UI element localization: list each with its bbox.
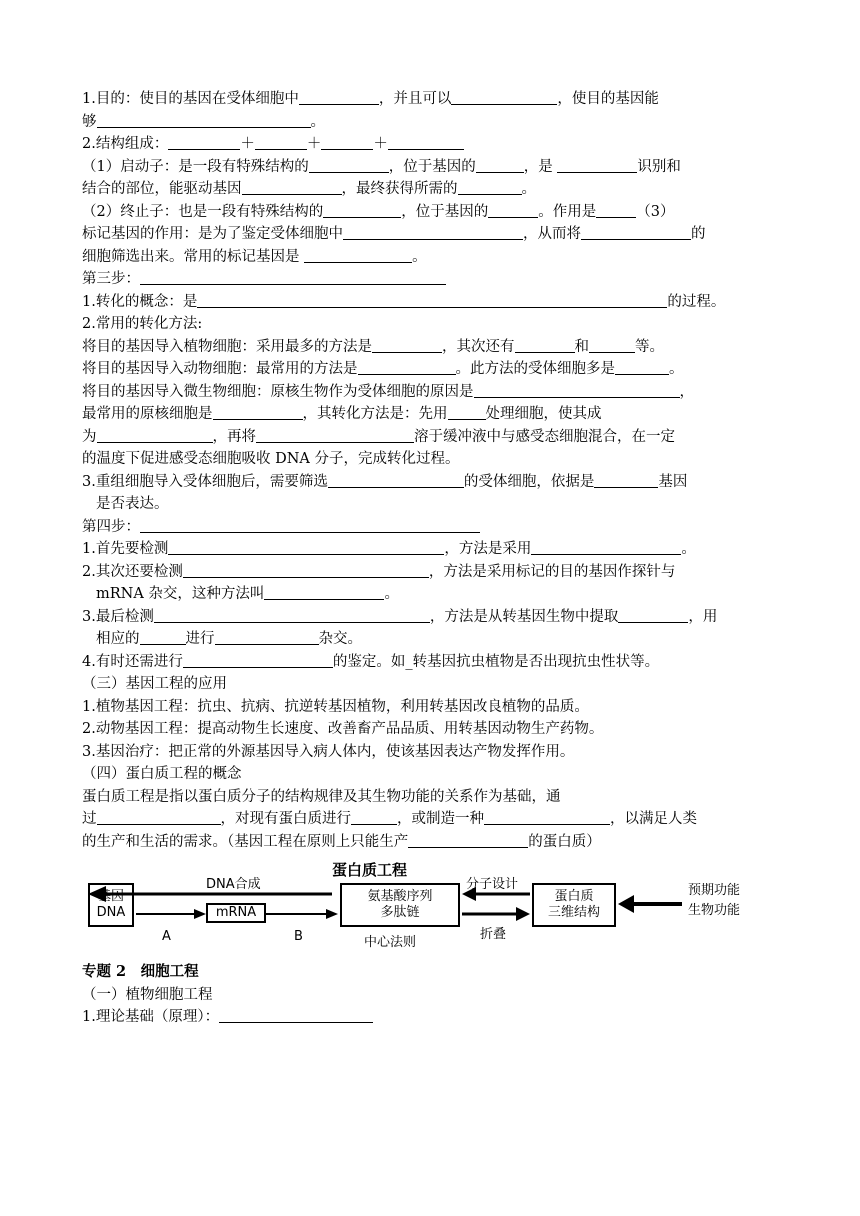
text-line <box>82 741 782 764</box>
box-label: DNA <box>96 905 126 920</box>
text: 3.最后检测 <box>82 608 154 625</box>
text: 3.基因治疗：把正常的外源基因导入病人体内，使该基因表达产物发挥作用。 <box>82 743 575 760</box>
text-line <box>82 516 782 539</box>
section-heading: 第三步： <box>82 271 140 287</box>
section-heading: 第四步： <box>82 518 140 535</box>
text: 1.首先要检测 <box>82 541 169 557</box>
fill-blank[interactable] <box>140 517 480 533</box>
text: 和 <box>574 338 589 355</box>
fill-blank[interactable] <box>484 809 610 825</box>
dna-synthesis-label: DNA合成 <box>206 877 261 892</box>
text: 细胞筛选出来。常用的标记基因是 <box>82 248 305 265</box>
text-line <box>82 268 782 291</box>
text: 溶于缓冲液中与感受态细胞混合，在一定 <box>414 428 675 445</box>
text: ，方法是采用 <box>444 541 532 557</box>
text: 是否表达。 <box>96 496 169 512</box>
fill-blank[interactable] <box>323 202 401 218</box>
label-line: 生物功能 <box>688 903 741 918</box>
fill-blank[interactable] <box>618 607 688 623</box>
text: ，其转化方法是：先用 <box>302 406 448 422</box>
text-line <box>82 403 782 426</box>
text: ，其次还有 <box>442 338 515 355</box>
text-line <box>82 763 782 786</box>
fill-blank[interactable] <box>474 382 680 398</box>
fill-blank[interactable] <box>215 629 319 645</box>
protein-structure-box <box>532 883 616 927</box>
section-heading: （四）蛋白质工程的概念 <box>82 766 242 782</box>
text: ，方法是采用标记的目的基因作探针与 <box>428 563 676 580</box>
text: 4.有时还需进行 <box>82 653 183 670</box>
fill-blank[interactable] <box>154 607 430 623</box>
text: 标记基因的作用：是为了鉴定受体细胞中 <box>82 226 343 242</box>
fill-blank[interactable] <box>615 359 669 375</box>
fill-blank[interactable] <box>358 359 456 375</box>
plus-sign: ＋ <box>240 136 255 152</box>
text-line <box>82 88 782 111</box>
text: ，用 <box>688 608 718 625</box>
fill-blank[interactable] <box>451 89 557 105</box>
text-line <box>82 381 782 404</box>
text: 。 <box>310 113 325 130</box>
text: 杂交。 <box>318 631 362 647</box>
text: 将目的基因导入微生物细胞：原核生物作为受体细胞的原因是 <box>82 383 474 400</box>
fill-blank[interactable] <box>97 809 221 825</box>
step-a-label: A <box>162 929 171 944</box>
fill-blank[interactable] <box>168 134 240 150</box>
text: 。此方法的受体细胞多是 <box>455 361 615 377</box>
text-line <box>82 133 782 156</box>
text: ，再将 <box>212 428 256 445</box>
text: ，是 <box>523 158 558 175</box>
text-line <box>82 1006 782 1029</box>
fill-blank[interactable] <box>557 157 637 173</box>
text-line <box>82 426 782 449</box>
fill-blank[interactable] <box>328 472 464 488</box>
text: ，并且可以 <box>378 91 452 107</box>
label-line: 预期功能 <box>688 883 741 898</box>
fill-blank[interactable] <box>264 584 384 600</box>
fill-blank[interactable] <box>388 134 464 150</box>
fill-blank[interactable] <box>476 157 524 173</box>
text-line <box>82 471 782 494</box>
fill-blank[interactable] <box>581 224 691 240</box>
text: 1.植物基因工程：抗虫、抗病、抗逆转基因植物，利用转基因改良植物的品质。 <box>82 698 589 715</box>
text: 的 <box>691 226 706 242</box>
text: 进行 <box>185 631 215 647</box>
text-line <box>82 493 782 516</box>
text: 。 <box>669 361 684 377</box>
text-line <box>82 178 782 201</box>
text: 1.理论基础（原理）： <box>82 1009 220 1025</box>
box-label: 三维结构 <box>547 905 600 920</box>
section-heading: （三）基因工程的应用 <box>82 676 227 692</box>
molecular-design-label: 分子设计 <box>466 877 519 892</box>
text: （3） <box>636 203 675 220</box>
text: 将目的基因导入植物细胞：采用最多的方法是 <box>82 338 372 355</box>
fill-blank[interactable] <box>256 427 414 443</box>
plus-sign: ＋ <box>373 136 388 152</box>
text: 处理细胞，使其成 <box>485 406 602 422</box>
fill-blank[interactable] <box>408 832 528 848</box>
fill-blank[interactable] <box>448 404 486 420</box>
fill-blank[interactable] <box>372 337 442 353</box>
section-heading: （一）植物细胞工程 <box>82 986 213 1003</box>
text-line <box>82 156 782 179</box>
text-line <box>82 628 782 651</box>
box-label: 基因 <box>97 889 124 904</box>
text: 的温度下促进感受态细胞吸收 DNA 分子，完成转化过程。 <box>82 451 460 467</box>
fill-blank[interactable] <box>97 112 311 128</box>
text: （1）启动子：是一段有特殊结构的 <box>82 158 309 175</box>
fill-blank[interactable] <box>488 202 538 218</box>
text: ，对现有蛋白质进行 <box>220 811 351 827</box>
text-line <box>82 291 782 314</box>
text: 为 <box>82 428 97 445</box>
step-b-label: B <box>294 929 303 944</box>
text: 相应的 <box>96 631 140 647</box>
text-line <box>82 786 782 809</box>
text-line <box>82 358 782 381</box>
text: 1.转化的概念：是 <box>82 293 198 310</box>
box-label: 氨基酸序列 <box>367 889 433 904</box>
text: ，使目的基因能 <box>557 91 659 107</box>
text-line <box>82 246 782 269</box>
text: 过 <box>82 811 97 827</box>
text: ，位于基因的 <box>401 203 489 220</box>
text: 识别和 <box>637 158 681 175</box>
text: ，最终获得所需的 <box>341 181 458 197</box>
text: 蛋白质工程是指以蛋白质分子的结构规律及其生物功能的关系作为基础，通 <box>82 788 561 805</box>
text-line <box>82 223 782 246</box>
text-line <box>82 673 782 696</box>
text: 结合的部位，能驱动基因 <box>82 181 242 197</box>
fill-blank[interactable] <box>321 134 373 150</box>
text-line <box>82 808 782 831</box>
text: 的蛋白质） <box>528 833 601 850</box>
fill-blank[interactable] <box>458 179 522 195</box>
fill-blank[interactable] <box>183 562 429 578</box>
diagram-title: 蛋白质工程 <box>332 861 408 879</box>
text-line <box>82 831 782 854</box>
worksheet-page <box>82 88 782 1029</box>
text: 的受体细胞，依据是 <box>463 473 595 490</box>
text: ，或制造一种 <box>397 811 484 827</box>
text: 2.其次还要检测 <box>82 563 183 580</box>
text: 2.常用的转化方法: <box>82 316 203 332</box>
text-line <box>82 538 782 561</box>
fill-blank[interactable] <box>97 427 213 443</box>
text: 2.结构组成： <box>82 136 169 152</box>
text-line <box>82 696 782 719</box>
box-label: 多肽链 <box>380 905 420 920</box>
plus-sign: ＋ <box>306 136 322 152</box>
text-line <box>82 111 782 134</box>
chapter-heading: 专题 2 细胞工程 <box>82 963 199 980</box>
fill-blank[interactable] <box>309 157 389 173</box>
text-line <box>82 583 782 606</box>
gene-dna-box <box>88 883 134 927</box>
text-line <box>82 561 782 584</box>
text: ，方法是从转基因生物中提取 <box>429 608 619 625</box>
text: 的过程。 <box>667 293 726 310</box>
fill-blank[interactable] <box>531 539 681 555</box>
fill-blank[interactable] <box>351 809 397 825</box>
text-line <box>82 606 782 629</box>
fill-blank[interactable] <box>197 292 667 308</box>
fill-blank[interactable] <box>343 224 523 240</box>
text-line <box>82 201 782 224</box>
amino-acid-box <box>340 883 460 927</box>
box-label: 蛋白质 <box>554 889 594 904</box>
protein-engineering-diagram <box>82 859 782 991</box>
text: 的生产和生活的需求。（基因工程在原则上只能生产 <box>82 833 409 850</box>
text: 。 <box>681 541 696 557</box>
fill-blank[interactable] <box>183 652 333 668</box>
text: 。 <box>384 586 399 602</box>
text: 等。 <box>635 338 664 355</box>
fill-blank[interactable] <box>589 337 635 353</box>
expected-function-label <box>688 881 740 921</box>
text-line <box>82 651 782 674</box>
text: mRNA 杂交，这种方法叫 <box>96 586 265 602</box>
text: 的鉴定。如_转基因抗虫植物是否出现抗虫性状等。 <box>332 653 660 670</box>
text: ， <box>679 383 694 400</box>
mrna-box <box>206 903 266 923</box>
fill-blank[interactable] <box>213 404 303 420</box>
fill-blank[interactable] <box>299 89 379 105</box>
folding-label: 折叠 <box>480 927 507 942</box>
fill-blank[interactable] <box>304 247 412 263</box>
text: 最常用的原核细胞是 <box>82 406 213 422</box>
text: 1.目的：使目的基因在受体细胞中 <box>82 91 299 107</box>
text: 。 <box>521 181 536 197</box>
text: 将目的基因导入动物细胞：最常用的方法是 <box>82 361 358 377</box>
fill-blank[interactable] <box>168 539 444 555</box>
fill-blank[interactable] <box>242 179 342 195</box>
text-line <box>82 448 782 471</box>
box-label: mRNA <box>215 905 257 920</box>
text: ，从而将 <box>523 226 581 242</box>
fill-blank[interactable] <box>594 472 658 488</box>
fill-blank[interactable] <box>219 1007 373 1023</box>
central-dogma-label: 中心法则 <box>364 935 417 950</box>
text: （2）终止子：也是一段有特殊结构的 <box>82 203 324 220</box>
text-line <box>82 718 782 741</box>
fill-blank[interactable] <box>140 269 446 285</box>
text-line <box>82 313 782 336</box>
text: 。 <box>412 248 427 265</box>
fill-blank[interactable] <box>140 629 186 645</box>
text-line <box>82 336 782 359</box>
text: ，位于基因的 <box>388 158 476 175</box>
fill-blank[interactable] <box>515 337 575 353</box>
text: 。作用是 <box>538 203 597 220</box>
fill-blank[interactable] <box>255 134 307 150</box>
text: 3.重组细胞导入受体细胞后，需要筛选 <box>82 473 328 490</box>
text: 2.动物基因工程：提高动物生长速度、改善畜产品品质、用转基因动物生产药物。 <box>82 721 604 737</box>
text: ，以满足人类 <box>610 811 697 827</box>
text: 够 <box>82 113 97 130</box>
text: 基因 <box>658 473 688 490</box>
fill-blank[interactable] <box>596 202 636 218</box>
